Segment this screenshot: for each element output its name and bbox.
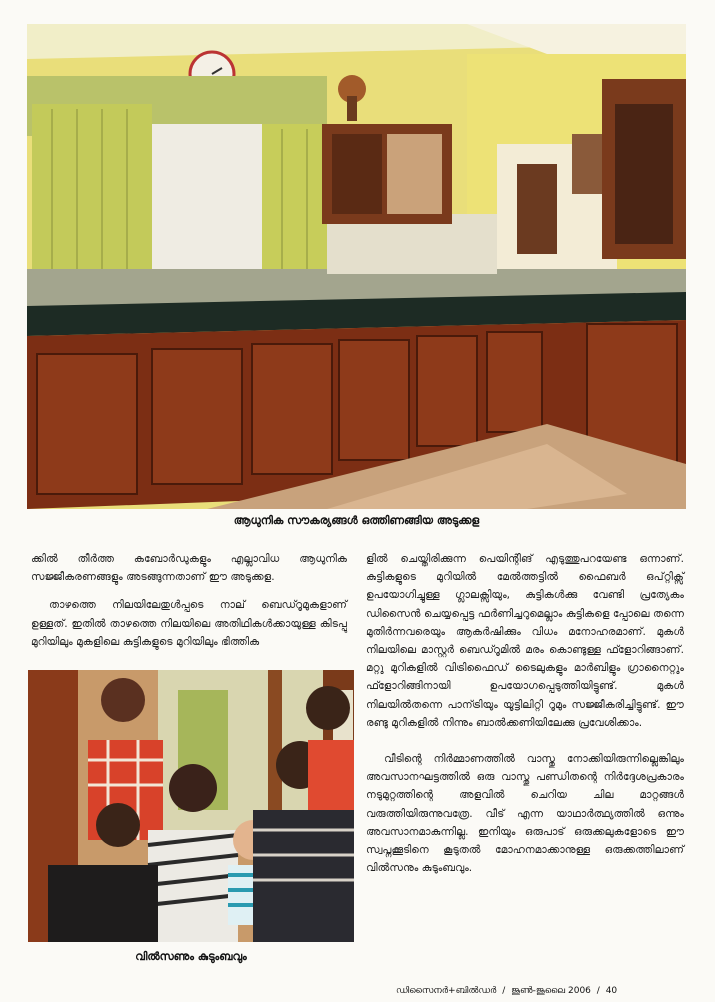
- footer-separator: /: [502, 986, 506, 996]
- left-paragraph-1: ക്കിൽ തീർത്ത കബോർഡുകളും എല്ലാവിധ ആധുനിക സജ്ജീകരണങ്ങളും അടങ്ങുന്നതാണ് ഈ അടുക്കള.: [31, 553, 347, 584]
- page-footer: [396, 986, 617, 996]
- page-number: 40: [605, 986, 618, 996]
- right-paragraph-2: വീടിന്റെ നിർമ്മാണത്തിൽ വാസ്തു നോക്കിയിരുന്നില്ലെങ്കിലും അവസാനഘട്ടത്തിൽ ഒരു വാസ്തു പണ്ഡിതന്റെ നിർദ്ദേശപ്രകാരം നടുമുറ്റത്തിന്റെ അളവിൽ ചെറിയ ചില മാറ്റങ്ങൾ വരുത്തിയിരുന്നുവത്രേ. വീട് എന്ന യാഥാർത്ഥ്യത്തിൽ ഒന്നും അവസാനമാകുന്നില്ല. ഇനിയും ഒരുപാട് ഒരുക്കലുകളോടെ ഈ സ്വപ്നക്കൂടിനെ കൂടുതൽ മോഹനമാക്കാനുള്ള ഒരുക്കത്തിലാണ് വിൽസനും കുടുംബവും.: [366, 753, 684, 875]
- family-photo-caption: വിൽസണും കുടുംബവും: [135, 950, 247, 963]
- issue-date: ജൂൺ-ജൂലൈ 2006: [511, 986, 591, 996]
- right-text-column: [366, 550, 684, 887]
- magazine-name: ഡിസൈനർ+ബിൽഡർ: [396, 986, 497, 996]
- footer-separator-2: /: [596, 986, 600, 996]
- left-paragraph-2: താഴത്തെ നിലയിലേതുൾപ്പടെ നാല് ബെഡ്റൂമുകളാണ് ഉള്ളത്. ഇതിൽ താഴത്തെ നിലയിലെ അതിഥികൾക്കായുള്ള കിടപ്പു മുറിയിലും മുകളിലെ കുട്ടികളുടെ മുറിയിലും ഭിത്തിക: [31, 599, 347, 648]
- kitchen-photo-caption: ആധുനിക സൗകര്യങ്ങൾ ഒത്തിണങ്ങിയ അടുക്കള: [233, 514, 480, 527]
- left-text-column: [31, 550, 347, 661]
- kitchen-photo: [27, 24, 686, 509]
- family-photo: [28, 670, 354, 942]
- right-paragraph-1: ളിൽ ചെയ്തിരിക്കുന്ന പെയിന്റിങ് എടുത്തുപറയേണ്ട ഒന്നാണ്. കുട്ടികളുടെ മുറിയിൽ മേൽത്തട്ടിൽ ഫൈബർ ഒപ്റ്റിക്സ് ഉപയോഗിച്ചുള്ള ഗ്ലാലക്സിയും, കുട്ടികൾക്കു വേണ്ടി പ്രത്യേകം ഡിസൈൻ ചെയ്യപ്പെട്ട ഫർണിച്ചറുമെല്ലാം കുട്ടികളെ പ്പോലെ തന്നെ മുതിർന്നവരെയും ആകർഷിക്കും വിധം മനോഹരമാണ്. മുകൾ നിലയിലെ മാസ്റ്റർ ബെഡ്റൂമിൽ മരം കൊണ്ടുള്ള ഫ്ളോറിങ്ങാണ്. മറ്റു മുറികളിൽ വിട്രിഫൈഡ് ടൈലുകളും മാർബിളും ഗ്രാനൈറ്റും ഫ്ളോറിങ്ങിനായി ഉപയോഗപ്പെടുത്തിയിട്ടുണ്ട്. മുകൾ നിലയിൽതന്നെ പാന്ട്രിയും യൂട്ടിലിറ്റി റൂമും സജ്ജീകരിച്ചിട്ടുണ്ട്. ഈ രണ്ടു മുറികളിൽ നിന്നും ബാൽക്കണിയിലേക്കു പ്രവേശിക്കാം.: [366, 553, 684, 729]
